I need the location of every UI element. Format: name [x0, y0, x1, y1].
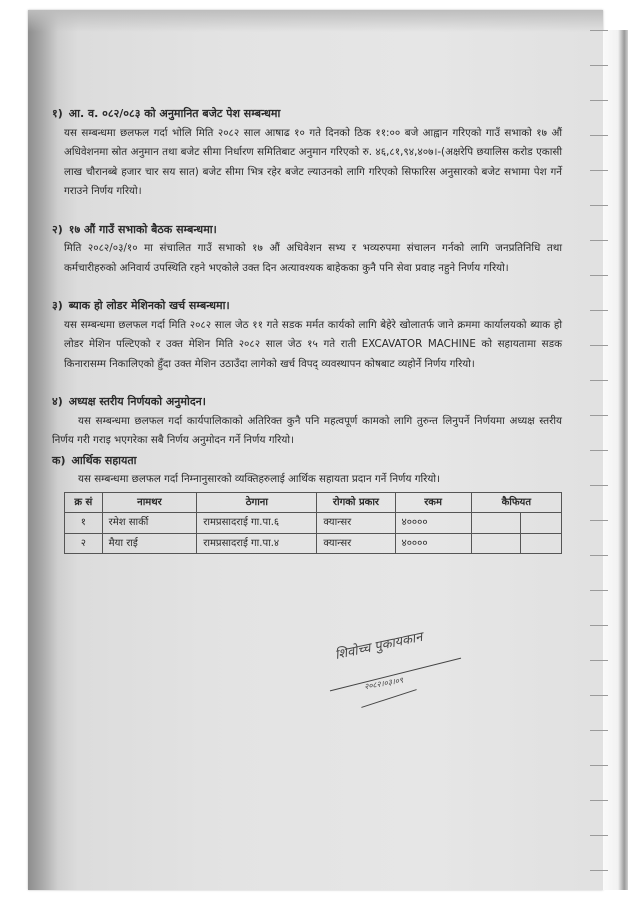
- cell-remarks: [471, 533, 520, 554]
- cell-name: रमेश सार्की: [102, 513, 197, 534]
- section-heading: [52, 451, 562, 471]
- margin-tick: [590, 520, 608, 521]
- margin-tick: [590, 800, 608, 801]
- cell-disease-type: क्यान्सर: [317, 533, 395, 554]
- signature-name: शिवोच्च पुकायकान: [333, 629, 424, 664]
- section-title: अध्यक्ष स्तरीय निर्णयको अनुमोदन।: [68, 395, 206, 408]
- margin-tick: [590, 450, 608, 451]
- section-number: १): [52, 107, 63, 120]
- section-paragraph: यस सम्बन्धमा छलफल गर्दा निम्नानुसारको व्यक्तिहरुलाई आर्थिक सहायता प्रदान गर्ने निर्णय गरियो।: [78, 473, 440, 485]
- cell-empty: [520, 513, 561, 534]
- margin-tick: [590, 765, 608, 766]
- margin-tick: [590, 135, 608, 136]
- section-number: क): [52, 453, 66, 467]
- section-title: आर्थिक सहायता: [71, 453, 137, 467]
- handwritten-signature: [320, 629, 470, 712]
- section-budget-estimate: [52, 104, 562, 202]
- section-number: ३): [52, 299, 63, 312]
- section-heading: [52, 296, 562, 316]
- margin-tick: [590, 65, 608, 66]
- section-title: ब्याक हो लोडर मेशिनको खर्च सम्बन्धमा।: [68, 299, 230, 312]
- cell-amount: ४००००: [395, 513, 471, 534]
- section-number: ४): [52, 395, 63, 408]
- signature-date-underline: [361, 689, 416, 708]
- cell-empty: [520, 533, 561, 554]
- margin-tick: [590, 555, 608, 556]
- margin-tick: [590, 660, 608, 661]
- margin-tick: [590, 695, 608, 696]
- cell-amount: ४००००: [395, 533, 471, 554]
- margin-tick: [590, 170, 608, 171]
- margin-tick: [590, 240, 608, 241]
- section-heading: [52, 392, 562, 412]
- margin-tick: [590, 310, 608, 311]
- cell-address: रामप्रसादराई गा.पा.४: [197, 533, 317, 554]
- margin-tick: [590, 415, 608, 416]
- section-paragraph: यस सम्बन्धमा छलफल गर्दा भोलि मिति २०८२ साल आषाढ १० गते दिनको ठिक ११:०० बजे आह्वान गरिएको गाउँ सभाको १७ औं अधिवेशनमा स्रोत अनुमान तथा बजेट सीमा निर्धारण समितिबाट अनुमान गरिएको रु. ४६,८१,९४,४०७।-(अक्षरेपि छयालिस करोड एकासी लाख चौरानब्बे हजार चार सय सात) बजेट सीमा भित्र रहेर बजेट ल्याउनको लागि गरिएको सिफारिस अनुसारको बजेट सभामा पेश गर्ने गराउने निर्णय गरियो।: [64, 126, 562, 197]
- cell-remarks: [471, 513, 520, 534]
- margin-tick: [590, 870, 608, 871]
- section-heading: [52, 104, 562, 124]
- margin-tick: [590, 100, 608, 101]
- margin-tick: [590, 730, 608, 731]
- signature-date: २०८२।०३।०९: [363, 675, 404, 692]
- margin-tick: [590, 275, 608, 276]
- cell-disease-type: क्यान्सर: [317, 513, 395, 534]
- table-row: [65, 513, 562, 534]
- table-row: [65, 533, 562, 554]
- section-financial-assistance: [52, 451, 562, 555]
- section-heading: [52, 220, 562, 240]
- cell-name: मैया राई: [102, 533, 197, 554]
- section-backhoe-expense: [52, 296, 562, 374]
- header-name: नामथर: [102, 492, 197, 513]
- header-serial: क्र सं: [65, 492, 103, 513]
- section-chairperson-approval: [52, 392, 562, 451]
- margin-tick: [590, 835, 608, 836]
- header-remarks: कैफियत: [471, 492, 561, 513]
- page-margin-edge: [603, 30, 628, 890]
- cell-address: रामप्रसादराई गा.पा.६: [197, 513, 317, 534]
- margin-tick: [590, 625, 608, 626]
- margin-tick: [590, 205, 608, 206]
- margin-tick: [590, 345, 608, 346]
- margin-tick: [590, 590, 608, 591]
- section-village-assembly: [52, 220, 562, 279]
- table-header-row: [65, 492, 562, 513]
- cell-serial: २: [65, 533, 103, 554]
- document-body: [52, 104, 562, 554]
- margin-tick: [590, 380, 608, 381]
- section-paragraph: यस सम्बन्धमा छलफल गर्दा कार्यपालिकाको अतिरिक्त कुनै पनि महत्वपूर्ण कामको लागि तुरुन्त लिनुपर्ने निर्णयमा अध्यक्ष स्तरीय निर्णय गरी गराइ भएगरेका सबै निर्णय अनुमोदन गर्ने निर्णय गरियो।: [52, 414, 562, 446]
- margin-tick: [590, 485, 608, 486]
- header-disease-type: रोगको प्रकार: [317, 492, 395, 513]
- section-title: १७ औं गाउँ सभाको बैठक सम्बन्धमा।: [68, 222, 217, 236]
- section-title: आ. व. ०८२/०८३ को अनुमानित बजेट पेश सम्बन्धमा: [68, 107, 281, 120]
- assistance-table: [64, 492, 562, 555]
- margin-tick: [590, 30, 608, 31]
- cell-serial: १: [65, 513, 103, 534]
- section-paragraph: मिति २०८२/०३/१० मा संचालित गाउँ सभाको १७ औं अधिवेशन सभ्य र भव्यरुपमा संचालन गर्नको लागि जनप्रतिनिधि तथा कर्मचारीहरुको अनिवार्य उपस्थिति रहने भएकोले उक्त दिन अत्यावश्यक बाहेकका कुनै पनि सेवा प्रवाह नहुने निर्णय गरियो।: [64, 242, 562, 274]
- section-paragraph: यस सम्बन्धमा छलफल गर्दा मिति २०८२ साल जेठ ११ गते सडक मर्मत कार्यको लागि बेहेरे खोलातर्फ जाने क्रममा कार्यालयको ब्याक हो लोडर मेशिन पल्टिएको र उक्त मेशिन मिति २०८२ साल जेठ १५ गते राती EXCAVATOR MACHINE को सहायतामा सडक किनारासम्म निकालिएको हुँदा उक्त मेशिन उठाउँदा लागेको खर्च विपद् व्यवस्थापन कोषबाट व्यहोर्ने निर्णय गरियो।: [64, 318, 562, 370]
- header-address: ठेगाना: [197, 492, 317, 513]
- section-number: २): [52, 222, 63, 236]
- header-amount: रकम: [395, 492, 471, 513]
